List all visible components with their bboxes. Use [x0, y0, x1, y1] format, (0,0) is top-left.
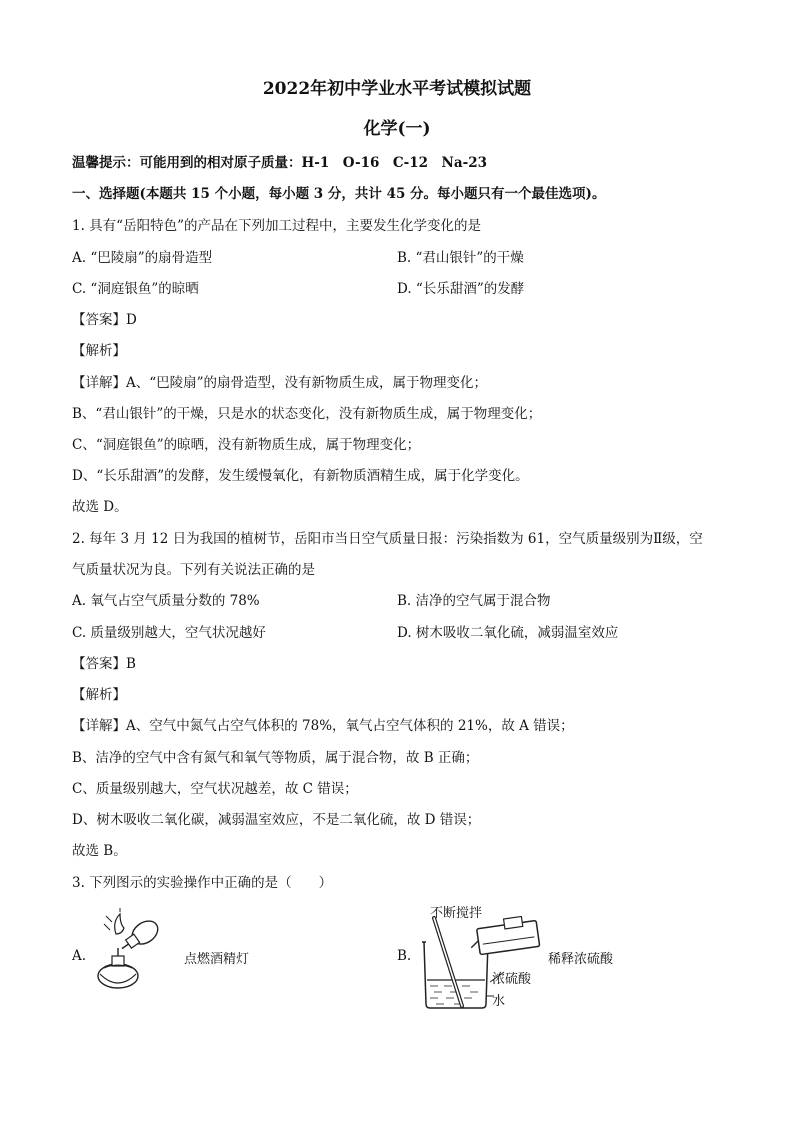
- section-heading: 一、选择题(本题共 15 个小题，每小题 3 分，共计 45 分。每小题只有一个最佳选项)。: [72, 186, 606, 202]
- dilution-illustration: [412, 916, 552, 1012]
- atomic-mass-hint: 温馨提示：可能用到的相对原子质量：H-1 O-16 C-12 Na-23: [72, 155, 488, 171]
- q3-option-a-letter: A.: [72, 948, 87, 964]
- q2-option-a: A. 氧气占空气质量分数的 78%: [72, 593, 260, 609]
- q3-acid-label: 浓硫酸: [492, 972, 532, 987]
- q2-detail-line: B、洁净的空气中含有氮气和氧气等物质，属于混合物，故 B 正确；: [72, 750, 479, 766]
- page-title: 2022年初中学业水平考试模拟试题: [262, 79, 532, 99]
- q1-option-d: D. “长乐甜酒”的发酵: [397, 281, 525, 297]
- q1-answer: 【答案】D: [72, 312, 137, 328]
- q2-option-b: B. 洁净的空气属于混合物: [397, 593, 551, 609]
- q1-detail-line: C、“洞庭银鱼”的晾晒，没有新物质生成，属于物理变化；: [72, 437, 421, 453]
- q1-detail-line: D、“长乐甜酒”的发酵，发生缓慢氧化，有新物质酒精生成，属于化学变化。: [72, 468, 529, 484]
- q3-option-a-caption: 点燃酒精灯: [184, 952, 250, 967]
- q3-option-b-caption: 稀释浓硫酸: [548, 952, 614, 967]
- q2-answer: 【答案】B: [72, 656, 136, 672]
- q2-option-c: C. 质量级别越大，空气状况越好: [72, 625, 266, 641]
- q2-option-d: D. 树木吸收二氧化硫，减弱温室效应: [397, 625, 619, 641]
- q2-stem-line1: 2. 每年 3 月 12 日为我国的植树节，岳阳市当日空气质量日报：污染指数为 61，空气质量级别为Ⅱ级，空: [72, 531, 703, 547]
- q1-detail-line: 【详解】A、“巴陵扇”的扇骨造型，没有新物质生成，属于物理变化；: [72, 375, 488, 391]
- q1-option-a: A. “巴陵扇”的扇骨造型: [72, 250, 213, 266]
- q3-option-b-letter: B.: [397, 948, 412, 964]
- q2-stem-line2: 气质量状况为良。下列有关说法正确的是: [72, 562, 315, 578]
- q1-detail-line: B、“君山银针”的干燥，只是水的状态变化，没有新物质生成，属于物理变化；: [72, 406, 542, 422]
- q3-stir-label: 不断搅拌: [430, 906, 483, 921]
- page-subtitle: 化学(一): [363, 119, 431, 139]
- q1-detail-line: 故选 D。: [72, 499, 128, 515]
- q1-analysis: 【解析】: [72, 343, 126, 359]
- q2-analysis: 【解析】: [72, 687, 126, 703]
- q3-water-label: 水: [492, 994, 506, 1009]
- q1-option-b: B. “君山银针”的干燥: [397, 250, 524, 266]
- q2-detail-line: 故选 B。: [72, 843, 127, 859]
- q1-stem: 1. 具有“岳阳特色”的产品在下列加工过程中，主要发生化学变化的是: [72, 218, 481, 234]
- q3-stem: 3. 下列图示的实验操作中正确的是（ ）: [72, 875, 333, 891]
- alcohol-lamp-illustration: [90, 908, 170, 998]
- q2-detail-line: 【详解】A、空气中氮气占空气体积的 78%，氧气占空气体积的 21%，故 A 错误；: [72, 718, 574, 734]
- q2-detail-line: D、树木吸收二氧化碳，减弱温室效应，不是二氧化硫，故 D 错误；: [72, 812, 481, 828]
- q2-detail-line: C、质量级别越大，空气状况越差，故 C 错误；: [72, 781, 358, 797]
- q1-option-c: C. “洞庭银鱼”的晾晒: [72, 281, 199, 297]
